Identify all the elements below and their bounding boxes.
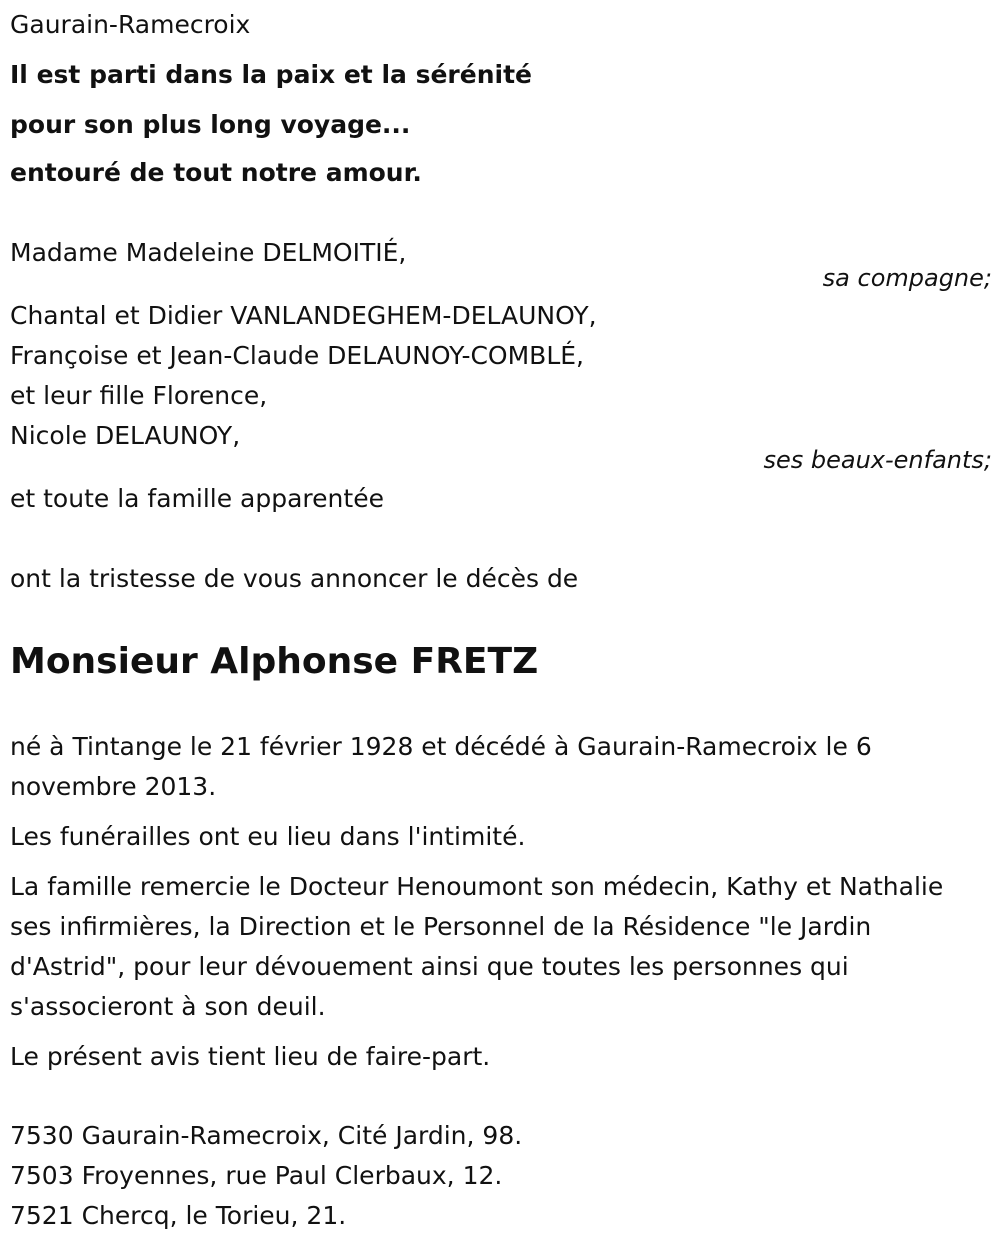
companion-role: sa compagne; <box>822 264 992 292</box>
step-child-2: Françoise et Jean-Claude DELAUNOY-COMBLÉ, <box>10 341 584 370</box>
intro-line-1: Il est parti dans la paix et la sérénité <box>10 60 532 89</box>
relatives-line: et toute la famille apparentée <box>10 484 384 513</box>
step-child-4: Nicole DELAUNOY, <box>10 421 241 450</box>
address-line-1: 7530 Gaurain-Ramecroix, Cité Jardin, 98. <box>10 1121 523 1150</box>
deceased-name: Monsieur Alphonse FRETZ <box>10 641 539 682</box>
address-line-3: 7521 Chercq, le Torieu, 21. <box>10 1201 347 1230</box>
companion-name: Madame Madeleine DELMOITIÉ, <box>10 238 407 267</box>
address-line-2: 7503 Froyennes, rue Paul Clerbaux, 12. <box>10 1161 503 1190</box>
funeral-paragraph: Les funérailles ont eu lieu dans l'intimité. <box>10 822 526 851</box>
notice-paragraph: Le présent avis tient lieu de faire-part. <box>10 1042 491 1071</box>
birth-death-paragraph: né à Tintange le 21 février 1928 et décédé à Gaurain-Ramecroix le 6 novembre 2013. <box>10 732 872 801</box>
announcement-line: ont la tristesse de vous annoncer le décès de <box>10 564 579 593</box>
intro-line-3: entouré de tout notre amour. <box>10 158 422 187</box>
location-header: Gaurain-Ramecroix <box>10 10 251 39</box>
step-child-3: et leur fille Florence, <box>10 381 268 410</box>
thanks-paragraph: La famille remercie le Docteur Henoumont son médecin, Kathy et Nathalie ses infirmières, la Direction et le Personnel de la Résidence "le Jardin d'Astrid", pour leur dévouement ainsi que toutes les personnes qui s'associeront à son deuil. <box>10 872 944 1021</box>
step-children-role: ses beaux-enfants; <box>763 446 992 474</box>
intro-line-2: pour son plus long voyage... <box>10 110 411 139</box>
step-child-1: Chantal et Didier VANLANDEGHEM-DELAUNOY, <box>10 301 597 330</box>
